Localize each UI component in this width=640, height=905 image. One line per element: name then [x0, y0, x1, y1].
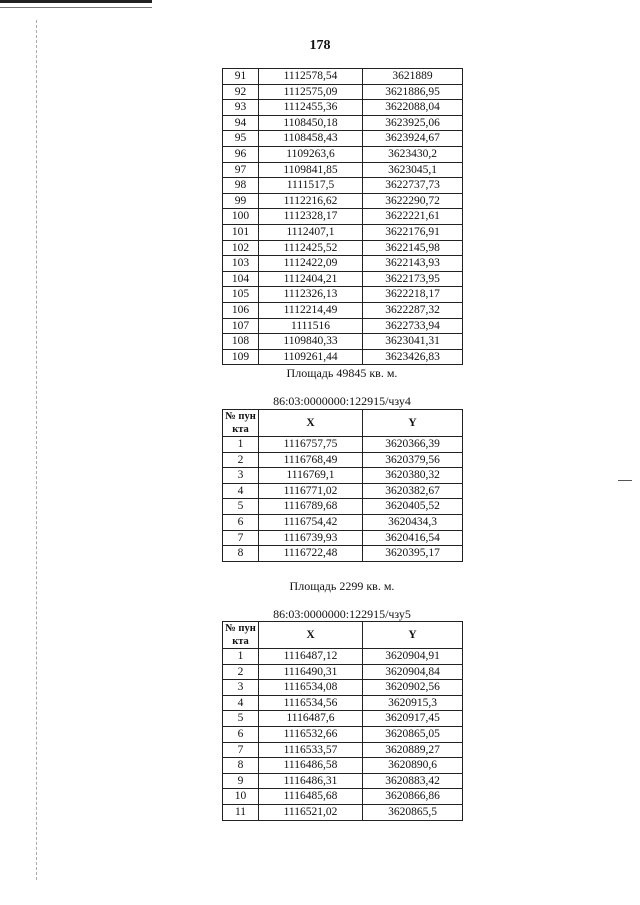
table-row [223, 84, 463, 100]
area-label-2: Площадь 2299 кв. м. [289, 579, 395, 593]
y-coordinate-cell: 3623045,1 [363, 162, 463, 178]
table-row [223, 546, 463, 562]
table-row [223, 349, 463, 365]
point-number-cell: 92 [223, 84, 259, 100]
x-coordinate-cell: 1116487,12 [259, 649, 363, 665]
y-coordinate-cell: 3620379,56 [363, 452, 463, 468]
x-coordinate-cell: 1116771,02 [259, 483, 363, 499]
x-coordinate-cell: 1116485,68 [259, 789, 363, 805]
point-number-cell: 106 [223, 302, 259, 318]
table-row [223, 514, 463, 530]
y-coordinate-cell: 3620917,45 [363, 711, 463, 727]
y-coordinate-cell: 3620904,91 [363, 649, 463, 665]
point-number-cell: 105 [223, 287, 259, 303]
y-coordinate-cell: 3620416,54 [363, 530, 463, 546]
y-coordinate-cell: 3620904,84 [363, 664, 463, 680]
x-coordinate-cell: 1116789,68 [259, 499, 363, 515]
y-coordinate-cell: 3620865,05 [363, 726, 463, 742]
y-coordinate-cell: 3620434,3 [363, 514, 463, 530]
point-number-cell: 10 [223, 789, 259, 805]
cadastral-number-3: 86:03:0000000:122915/чзу5 [273, 607, 411, 621]
table-row [223, 711, 463, 727]
x-coordinate-cell: 1116768,49 [259, 452, 363, 468]
y-coordinate-cell: 3623924,67 [363, 131, 463, 147]
point-number-cell: 99 [223, 193, 259, 209]
x-coordinate-cell: 1112407,1 [259, 224, 363, 240]
x-coordinate-cell: 1112326,13 [259, 287, 363, 303]
point-number-cell: 97 [223, 162, 259, 178]
table-row [223, 69, 463, 85]
y-coordinate-cell: 3623430,2 [363, 146, 463, 162]
y-coordinate-cell: 3622218,17 [363, 287, 463, 303]
table-row [223, 178, 463, 194]
table-row [223, 452, 463, 468]
table-row [223, 209, 463, 225]
y-coordinate-cell: 3620395,17 [363, 546, 463, 562]
x-coordinate-cell: 1116534,56 [259, 695, 363, 711]
y-coordinate-cell: 3622733,94 [363, 318, 463, 334]
y-coordinate-cell: 3622176,91 [363, 224, 463, 240]
point-number-cell: 108 [223, 334, 259, 350]
x-coordinate-cell: 1112422,09 [259, 256, 363, 272]
header-y: Y [363, 622, 463, 649]
y-coordinate-cell: 3622088,04 [363, 100, 463, 116]
y-coordinate-cell: 3622287,32 [363, 302, 463, 318]
y-coordinate-cell: 3623041,31 [363, 334, 463, 350]
point-number-cell: 100 [223, 209, 259, 225]
x-coordinate-cell: 1112216,62 [259, 193, 363, 209]
y-coordinate-cell: 3620405,52 [363, 499, 463, 515]
scan-edge-mark [618, 480, 632, 481]
y-coordinate-cell: 3622290,72 [363, 193, 463, 209]
x-coordinate-cell: 1116754,42 [259, 514, 363, 530]
x-coordinate-cell: 1116739,93 [259, 530, 363, 546]
x-coordinate-cell: 1116521,02 [259, 804, 363, 820]
table-row [223, 649, 463, 665]
y-coordinate-cell: 3622145,98 [363, 240, 463, 256]
y-coordinate-cell: 3620866,86 [363, 789, 463, 805]
x-coordinate-cell: 1112425,52 [259, 240, 363, 256]
point-number-cell: 9 [223, 773, 259, 789]
x-coordinate-cell: 1111517,5 [259, 178, 363, 194]
table-row [223, 115, 463, 131]
y-coordinate-cell: 3620883,42 [363, 773, 463, 789]
point-number-cell: 5 [223, 711, 259, 727]
point-number-cell: 93 [223, 100, 259, 116]
y-coordinate-cell: 3621886,95 [363, 84, 463, 100]
x-coordinate-cell: 1112328,17 [259, 209, 363, 225]
table-row [223, 318, 463, 334]
area-label-1: Площадь 49845 кв. м. [286, 366, 398, 380]
x-coordinate-cell: 1109263,6 [259, 146, 363, 162]
y-coordinate-cell: 3620366,39 [363, 437, 463, 453]
coordinates-table-2 [222, 409, 463, 562]
table-row [223, 287, 463, 303]
table-row [223, 742, 463, 758]
x-coordinate-cell: 1116533,57 [259, 742, 363, 758]
point-number-cell: 7 [223, 530, 259, 546]
table-row [223, 271, 463, 287]
x-coordinate-cell: 1116486,58 [259, 758, 363, 774]
table-row [223, 131, 463, 147]
point-number-cell: 2 [223, 452, 259, 468]
point-number-cell: 101 [223, 224, 259, 240]
table-row [223, 773, 463, 789]
y-coordinate-cell: 3622221,61 [363, 209, 463, 225]
y-coordinate-cell: 3620890,6 [363, 758, 463, 774]
y-coordinate-cell: 3620380,32 [363, 468, 463, 484]
x-coordinate-cell: 1116490,31 [259, 664, 363, 680]
table-row [223, 100, 463, 116]
x-coordinate-cell: 1112214,49 [259, 302, 363, 318]
table-row [223, 499, 463, 515]
table-row [223, 240, 463, 256]
point-number-cell: 4 [223, 695, 259, 711]
table-row [223, 193, 463, 209]
x-coordinate-cell: 1112578,54 [259, 69, 363, 85]
x-coordinate-cell: 1116757,75 [259, 437, 363, 453]
table-row [223, 468, 463, 484]
x-coordinate-cell: 1116722,48 [259, 546, 363, 562]
table-row [223, 437, 463, 453]
point-number-cell: 95 [223, 131, 259, 147]
y-coordinate-cell: 3620915,3 [363, 695, 463, 711]
y-coordinate-cell: 3620889,27 [363, 742, 463, 758]
point-number-cell: 96 [223, 146, 259, 162]
x-coordinate-cell: 1112455,36 [259, 100, 363, 116]
y-coordinate-cell: 3622173,95 [363, 271, 463, 287]
point-number-cell: 98 [223, 178, 259, 194]
table-row [223, 726, 463, 742]
x-coordinate-cell: 1112404,21 [259, 271, 363, 287]
table-row [223, 758, 463, 774]
point-number-cell: 1 [223, 437, 259, 453]
point-number-cell: 107 [223, 318, 259, 334]
page-number: 178 [309, 38, 331, 53]
y-coordinate-cell: 3622143,93 [363, 256, 463, 272]
x-coordinate-cell: 1108450,18 [259, 115, 363, 131]
x-coordinate-cell: 1116534,08 [259, 680, 363, 696]
header-point-number: № пун кта [223, 410, 259, 437]
y-coordinate-cell: 3623426,83 [363, 349, 463, 365]
header-y: Y [363, 410, 463, 437]
point-number-cell: 109 [223, 349, 259, 365]
point-number-cell: 3 [223, 468, 259, 484]
x-coordinate-cell: 1116486,31 [259, 773, 363, 789]
table-row [223, 256, 463, 272]
point-number-cell: 2 [223, 664, 259, 680]
header-point-number: № пун кта [223, 622, 259, 649]
header-x: X [259, 622, 363, 649]
y-coordinate-cell: 3623925,06 [363, 115, 463, 131]
table-row [223, 530, 463, 546]
table-row [223, 804, 463, 820]
x-coordinate-cell: 1109841,85 [259, 162, 363, 178]
point-number-cell: 102 [223, 240, 259, 256]
x-coordinate-cell: 1109261,44 [259, 349, 363, 365]
x-coordinate-cell: 1109840,33 [259, 334, 363, 350]
table-row [223, 334, 463, 350]
point-number-cell: 94 [223, 115, 259, 131]
point-number-cell: 6 [223, 514, 259, 530]
x-coordinate-cell: 1112575,09 [259, 84, 363, 100]
x-coordinate-cell: 1116532,66 [259, 726, 363, 742]
point-number-cell: 6 [223, 726, 259, 742]
table-row [223, 162, 463, 178]
table-row [223, 664, 463, 680]
point-number-cell: 104 [223, 271, 259, 287]
x-coordinate-cell: 1116487,6 [259, 711, 363, 727]
y-coordinate-cell: 3620902,56 [363, 680, 463, 696]
x-coordinate-cell: 1116769,1 [259, 468, 363, 484]
point-number-cell: 7 [223, 742, 259, 758]
point-number-cell: 4 [223, 483, 259, 499]
binding-margin-line [36, 20, 37, 880]
point-number-cell: 1 [223, 649, 259, 665]
table-row [223, 789, 463, 805]
cadastral-number-2: 86:03:0000000:122915/чзу4 [273, 394, 411, 408]
x-coordinate-cell: 1111516 [259, 318, 363, 334]
point-number-cell: 103 [223, 256, 259, 272]
point-number-cell: 11 [223, 804, 259, 820]
table-row [223, 146, 463, 162]
x-coordinate-cell: 1108458,43 [259, 131, 363, 147]
point-number-cell: 8 [223, 546, 259, 562]
point-number-cell: 8 [223, 758, 259, 774]
table-row [223, 680, 463, 696]
header-x: X [259, 410, 363, 437]
y-coordinate-cell: 3621889 [363, 69, 463, 85]
point-number-cell: 91 [223, 69, 259, 85]
table-row [223, 302, 463, 318]
scan-top-line [0, 7, 152, 8]
y-coordinate-cell: 3622737,73 [363, 178, 463, 194]
y-coordinate-cell: 3620382,67 [363, 483, 463, 499]
scan-top-bar [0, 0, 152, 3]
coordinates-table-1 [222, 68, 463, 365]
point-number-cell: 3 [223, 680, 259, 696]
y-coordinate-cell: 3620865,5 [363, 804, 463, 820]
table-row [223, 224, 463, 240]
table-row [223, 695, 463, 711]
point-number-cell: 5 [223, 499, 259, 515]
table-row [223, 483, 463, 499]
coordinates-table-3 [222, 621, 463, 821]
